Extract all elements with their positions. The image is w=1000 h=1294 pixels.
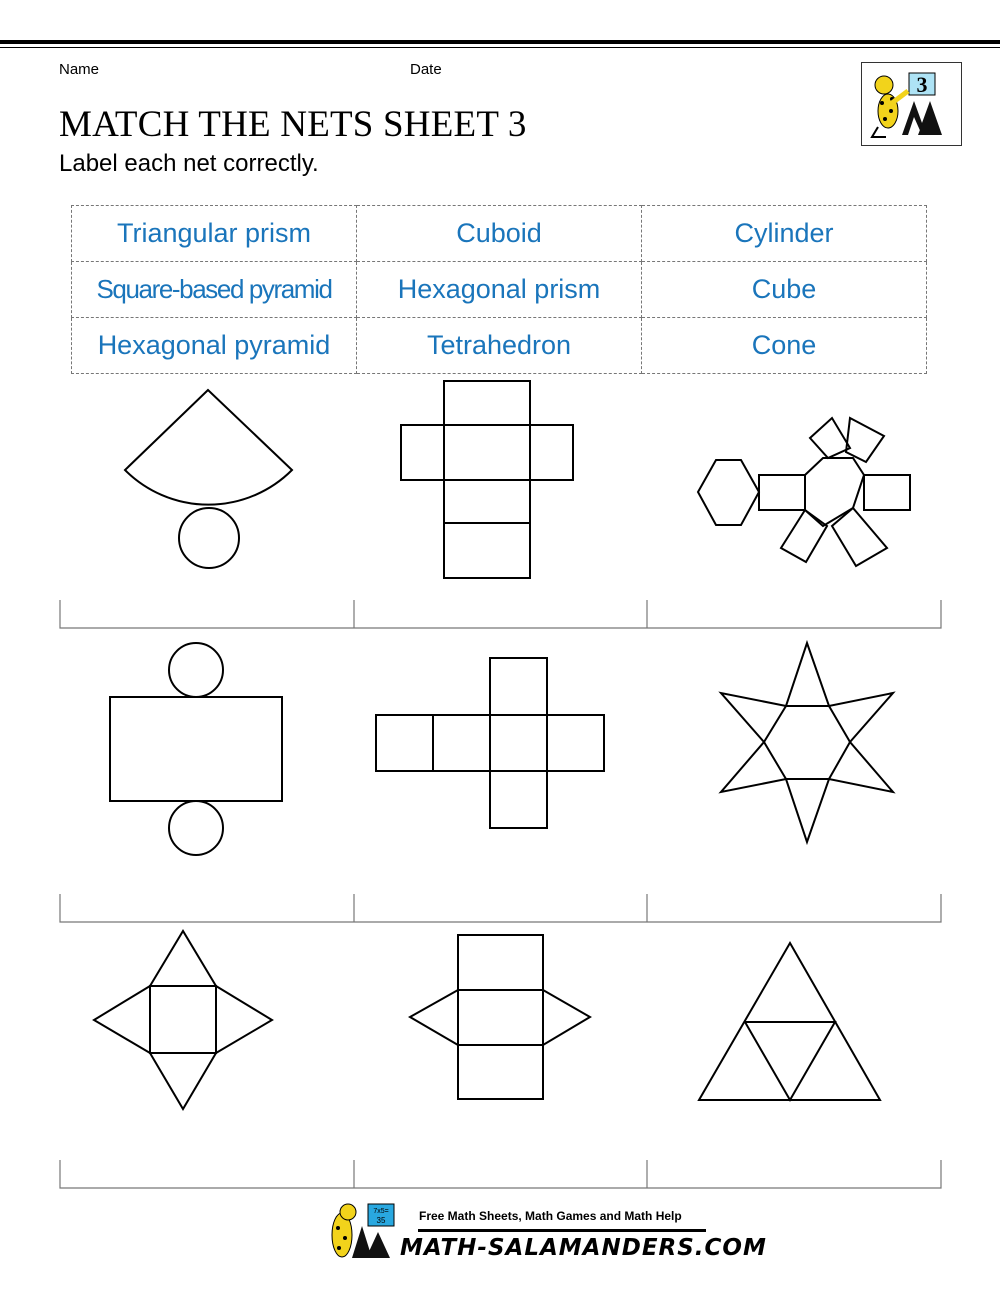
word-bank-cell: Tetrahedron xyxy=(357,318,642,374)
word-bank-cell: Triangular prism xyxy=(72,206,357,262)
word-bank-cell: Cylinder xyxy=(642,206,927,262)
instruction-text: Label each net correctly. xyxy=(59,150,319,177)
grade-badge-text: 3 xyxy=(916,72,928,97)
tetrahedron-net-icon xyxy=(699,943,880,1100)
answer-line-row-1[interactable] xyxy=(60,600,941,628)
cylinder-net-icon xyxy=(110,643,282,855)
footer-badge-bottom: 35 xyxy=(376,1216,386,1225)
word-bank-cell: Cuboid xyxy=(357,206,642,262)
footer-tagline: Free Math Sheets, Math Games and Math Help xyxy=(419,1209,682,1223)
square-based-pyramid-net-icon xyxy=(94,931,272,1109)
word-bank-cell: Cube xyxy=(642,262,927,318)
cube-net-icon xyxy=(376,658,604,828)
date-label: Date xyxy=(410,61,442,78)
page-title: MATCH THE NETS SHEET 3 xyxy=(59,104,527,145)
name-label: Name xyxy=(59,61,100,78)
word-bank-cell: Square-based pyramid xyxy=(72,262,357,318)
cuboid-net-icon xyxy=(401,381,573,578)
answer-line-row-3[interactable] xyxy=(60,1160,941,1188)
hexagonal-prism-net-icon xyxy=(698,418,910,566)
footer-brand[interactable]: MATH-SALAMANDERS.COM xyxy=(400,1235,767,1261)
triangular-prism-net-icon xyxy=(410,935,590,1099)
footer-badge-top: 7x5= xyxy=(373,1208,389,1215)
cone-net-icon xyxy=(125,390,292,568)
word-bank-cell: Cone xyxy=(642,318,927,374)
word-bank-cell: Hexagonal prism xyxy=(357,262,642,318)
answer-line-row-2[interactable] xyxy=(60,894,941,922)
word-bank-cell: Hexagonal pyramid xyxy=(72,318,357,374)
hexagonal-pyramid-net-icon xyxy=(721,643,893,842)
